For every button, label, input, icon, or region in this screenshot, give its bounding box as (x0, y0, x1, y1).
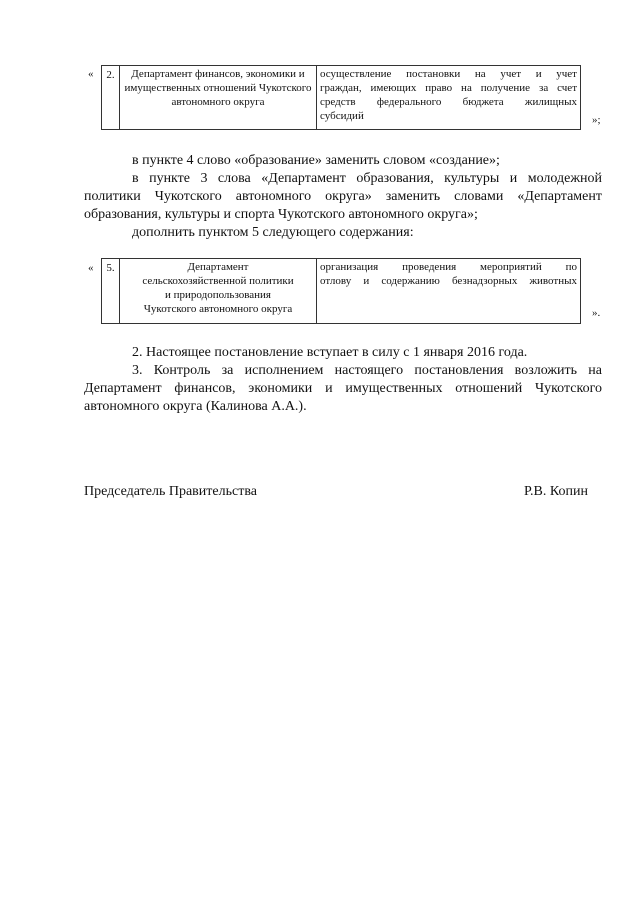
signature-title: Председатель Правительства (84, 484, 257, 499)
table1-close-quote: »; (592, 114, 601, 126)
table1-description-line: осуществление постановки на учет и учет (320, 68, 577, 80)
table2-open-quote: « (88, 262, 94, 274)
amendment-p3: в пункте 3 слова «Департамент образования, культуры и молодежной политики Чукотского автономного округа» заменить словами «Департамент образования, культуры и спорта Чукотского автономного округа»; (84, 171, 602, 222)
table2-department-line: Чукотского автономного округа (143, 303, 293, 315)
table2-description (317, 259, 581, 324)
table2 (101, 258, 581, 324)
table1-description-line: субсидий (320, 110, 364, 122)
table1-row (102, 66, 581, 130)
table1 (101, 65, 581, 130)
table2-department-line: и природопользования (165, 289, 271, 301)
table2-department (120, 259, 317, 324)
table2-row (102, 259, 581, 324)
table2-department-line: Департамент (187, 261, 249, 273)
amendment-p4: в пункте 4 слово «образование» заменить словом «создание»; (132, 153, 500, 168)
table2-number: 5. (102, 259, 120, 324)
clause-2: 2. Настоящее постановление вступает в силу с 1 января 2016 года. (132, 345, 528, 360)
clause-3: 3. Контроль за исполнением настоящего постановления возложить на Департамент финансов, экономики и имущественных отношений Чукотского автономного округа (Калинова А.А.). (84, 363, 602, 414)
table2-department-line: сельскохозяйственной политики (142, 275, 294, 287)
table1-description (317, 66, 581, 130)
amendment-p5: дополнить пунктом 5 следующего содержания: (132, 225, 414, 240)
signature-name: Р.В. Копин (524, 484, 588, 499)
table2-description-line: отлову и содержанию безнадзорных животных (320, 275, 577, 287)
table2-close-quote: ». (592, 307, 601, 319)
table1-department: Департамент финансов, экономики и имущественных отношений Чукотского автономного округа (120, 66, 317, 130)
table1-description-line: граждан, имеющих право на получение за счет (320, 82, 577, 94)
table1-open-quote: « (88, 68, 94, 80)
table2-description-line: организация проведения мероприятий по (320, 261, 577, 273)
table1-number: 2. (102, 66, 120, 130)
table1-description-line: средств федерального бюджета жилищных (320, 96, 577, 108)
